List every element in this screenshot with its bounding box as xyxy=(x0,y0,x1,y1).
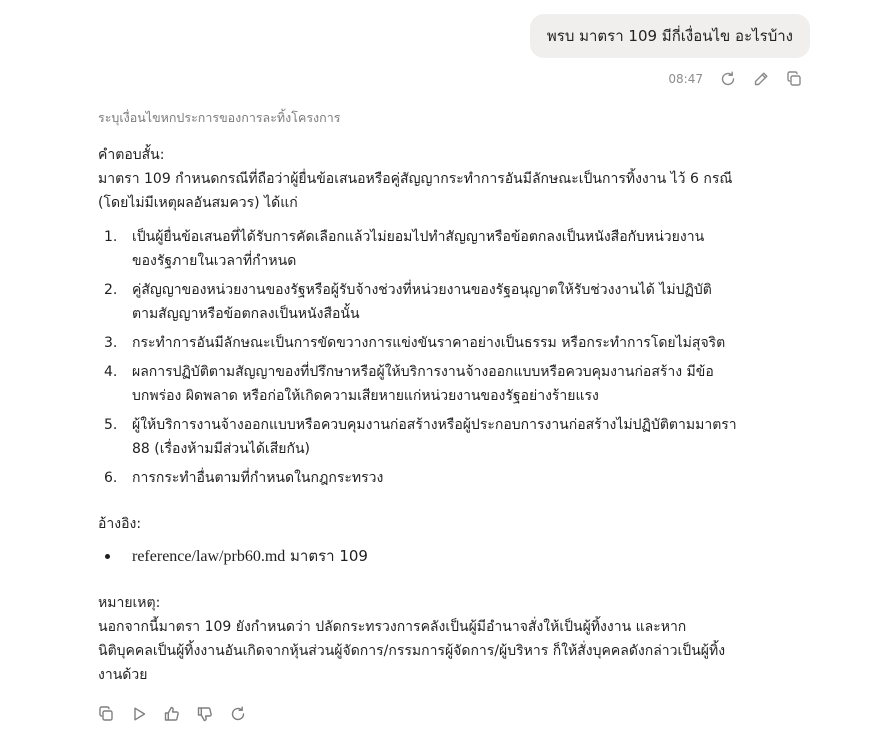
list-number: 1. xyxy=(104,229,118,245)
user-message-meta xyxy=(668,68,804,90)
assistant-actions xyxy=(96,704,248,724)
reference-list xyxy=(98,544,798,569)
list-number: 4. xyxy=(104,364,118,380)
copy-icon[interactable] xyxy=(96,704,116,724)
note-title: หมายเหตุ: xyxy=(98,595,161,611)
bullet-icon xyxy=(105,554,110,559)
list-number: 6. xyxy=(104,470,118,486)
note-line: นอกจากนี้มาตรา 109 ยังกำหนดว่า ปลัดกระทรวงการคลังเป็นผู้มีอำนาจสั่งให้เป็นผู้ทิ้งงาน และหาก xyxy=(98,619,687,635)
short-answer-line: มาตรา 109 กำหนดกรณีที่ถือว่าผู้ยื่นข้อเสนอหรือคู่สัญญากระทำการอันมีลักษณะเป็นการทิ้งงาน ไว้ 6 กรณี xyxy=(98,171,733,187)
user-message-text: พรบ มาตรา 109 มีกี่เงื่อนไข อะไรบ้าง xyxy=(546,27,793,45)
list-item xyxy=(98,331,798,355)
note-line: นิติบุคคลเป็นผู้ทิ้งงานอันเกิดจากหุ้นส่วนผู้จัดการ/กรรมการผู้จัดการ/ผู้บริหาร ก็ให้สั่งบุคคลดังกล่าวเป็นผู้ทิ้ง xyxy=(98,643,726,659)
short-answer-line: (โดยไม่มีเหตุผลอันสมควร) ได้แก่ xyxy=(98,195,298,211)
reference-title: อ้างอิง: xyxy=(98,516,142,532)
reference-path: reference/law/prb60.md xyxy=(132,548,286,565)
thumbs-down-icon[interactable] xyxy=(195,704,215,724)
list-item xyxy=(98,466,798,490)
copy-icon[interactable] xyxy=(784,69,804,89)
list-item-text: บกพร่อง ผิดพลาด หรือก่อให้เกิดความเสียหายแก่หน่วยงานของรัฐอย่างร้ายแรง xyxy=(132,388,599,404)
note-line: งานด้วย xyxy=(98,667,148,683)
list-item xyxy=(98,360,798,408)
list-item-text: ตามสัญญาหรือข้อตกลงเป็นหนังสือนั้น xyxy=(132,306,360,322)
list-number: 2. xyxy=(104,282,118,298)
list-item-text: เป็นผู้ยื่นข้อเสนอที่ได้รับการคัดเลือกแล้วไม่ยอมไปทำสัญญาหรือข้อตกลงเป็นหนังสือกับหน่วยงาน xyxy=(132,229,705,245)
list-item xyxy=(98,278,798,326)
list-item-text: 88 (เรื่องห้ามมีส่วนได้เสียกัน) xyxy=(132,441,310,457)
retry-icon[interactable] xyxy=(718,69,738,89)
list-item-text: ของรัฐภายในเวลาที่กำหนด xyxy=(132,253,297,269)
list-item-text: ผลการปฏิบัติตามสัญญาของที่ปรึกษาหรือผู้ให้บริการงานจ้างออกแบบหรือควบคุมงานก่อสร้าง มีข้อ xyxy=(132,364,714,380)
play-icon[interactable] xyxy=(129,704,149,724)
retry-icon[interactable] xyxy=(228,704,248,724)
assistant-message xyxy=(98,108,798,687)
edit-icon[interactable] xyxy=(751,69,771,89)
list-item-text: การกระทำอื่นตามที่กำหนดในกฎกระทรวง xyxy=(132,470,384,486)
thumbs-up-icon[interactable] xyxy=(162,704,182,724)
thinking-summary[interactable]: ระบุเงื่อนไขหกประการของการละทิ้งโครงการ xyxy=(98,110,341,125)
conditions-list xyxy=(98,225,798,490)
list-item-text: คู่สัญญาของหน่วยงานของรัฐหรือผู้รับจ้างช่วงที่หน่วยงานของรัฐอนุญาตให้รับช่วงงานได้ ไม่ปฏิบัติ xyxy=(132,282,712,298)
message-timestamp: 08:47 xyxy=(668,72,703,86)
list-number: 3. xyxy=(104,335,118,351)
list-item xyxy=(98,225,798,273)
list-item xyxy=(98,544,798,569)
list-item-text: ผู้ให้บริการงานจ้างออกแบบหรือควบคุมงานก่อสร้างหรือผู้ประกอบการงานก่อสร้างไม่ปฏิบัติตามมาตรา xyxy=(132,417,737,433)
reference-section: มาตรา 109 xyxy=(290,547,368,565)
list-item-text: กระทำการอันมีลักษณะเป็นการขัดขวางการแข่งขันราคาอย่างเป็นธรรม หรือกระทำการโดยไม่สุจริต xyxy=(132,335,726,351)
short-answer-title: คำตอบสั้น: xyxy=(98,147,165,163)
user-message-bubble xyxy=(530,14,810,58)
list-item xyxy=(98,413,798,461)
list-number: 5. xyxy=(104,417,118,433)
